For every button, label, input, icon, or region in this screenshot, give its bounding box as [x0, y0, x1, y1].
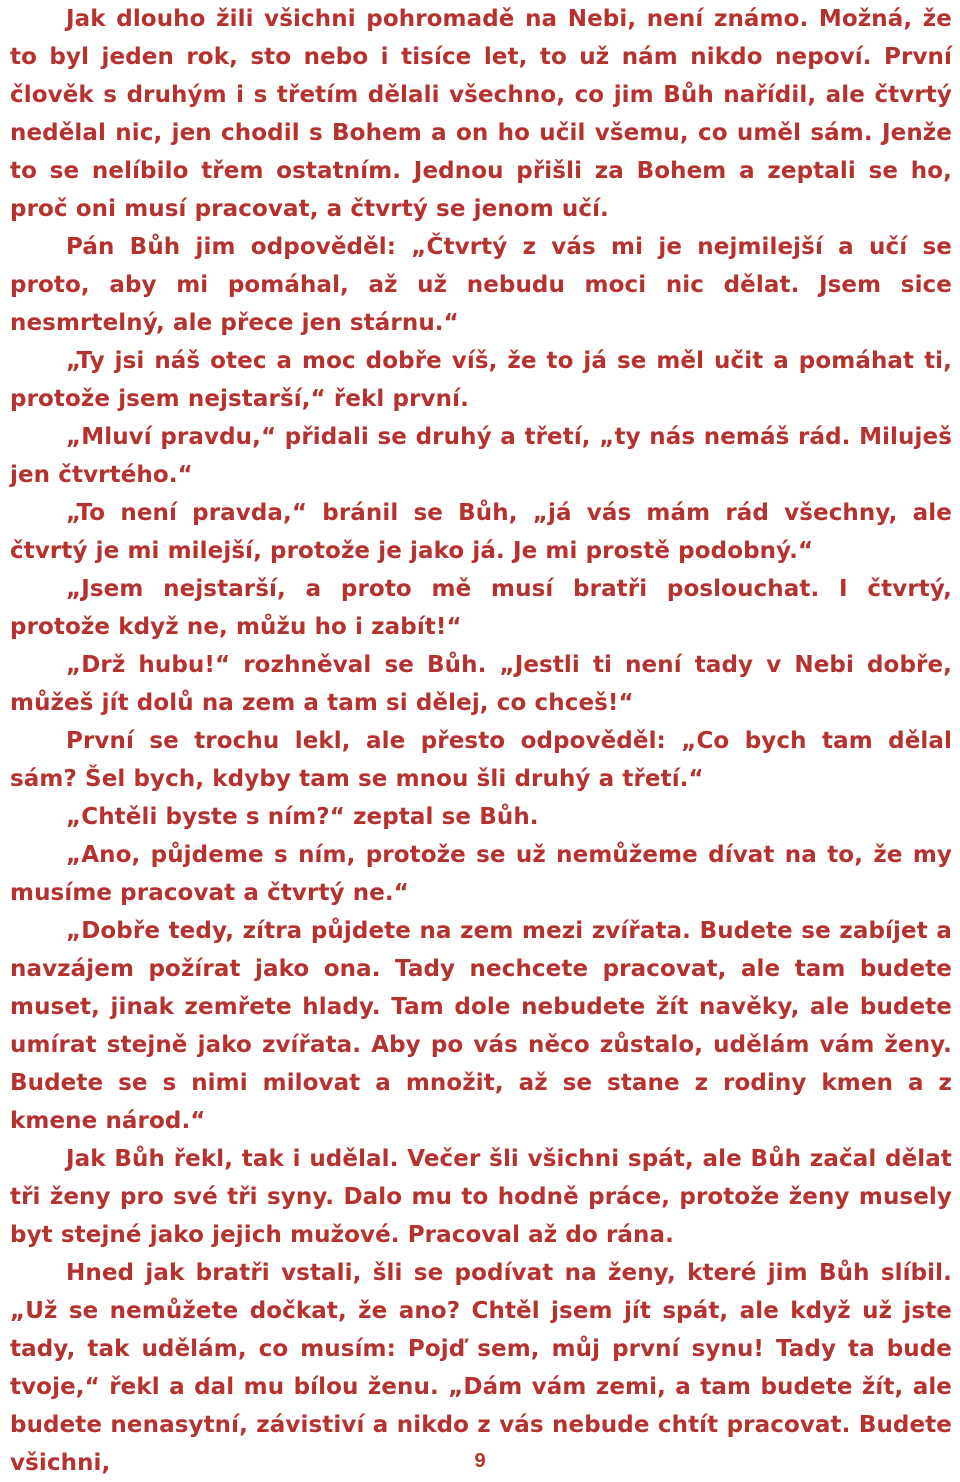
paragraph: „Ty jsi náš otec a moc dobře víš, že to já se měl učit a pomáhat ti, protože jsem nejstarší,“ řekl první.: [10, 348, 952, 412]
page-number: 9: [474, 1450, 486, 1472]
paragraph: „Chtěli byste s ním?“ zeptal se Bůh.: [66, 804, 539, 830]
paragraph: „Drž hubu!“ rozhněval se Bůh. „Jestli ti není tady v Nebi dobře, můžeš jít dolů na zem a tam si dělej, co chceš!“: [10, 652, 952, 716]
paragraph: „Mluví pravdu,“ přidali se druhý a třetí, „ty nás nemáš rád. Miluješ jen čtvrtého.“: [10, 424, 952, 488]
paragraph: „Jsem nejstarší, a proto mě musí bratři poslouchat. I čtvrtý, protože když ne, můžu ho i zabít!“: [10, 576, 952, 640]
paragraph: „Dobře tedy, zítra půjdete na zem mezi zvířata. Budete se zabíjet a navzájem požírat jako ona. Tady nechcete pracovat, ale tam budete muset, jinak zemřete hlady. Tam dole nebudete žít navěky, ale budete umírat stejně jako zvířata. Aby po vás něco zůstalo, udělám vám ženy. Budete se s nimi milovat a množit, až se stane z rodiny kmen a z kmene národ.“: [10, 918, 952, 1134]
paragraph: První se trochu lekl, ale přesto odpověděl: „Co bych tam dělal sám? Šel bych, kdyby tam se mnou šli druhý a třetí.“: [10, 728, 952, 792]
paragraph: Hned jak bratři vstali, šli se podívat na ženy, které jim Bůh slíbil. „Už se nemůžete dočkat, že ano? Chtěl jsem jít spát, ale když už jste tady, tak udělám, co musím: Pojď sem, můj první synu! Tady ta bude tvoje,“ řekl a dal mu bílou ženu. „Dám vám zemi, a tam budete žít, ale budete nenasytní, závistiví a nikdo z vás nebude chtít pracovat. Budete všichni,: [10, 1260, 952, 1476]
page-content: [10, 0, 952, 1482]
paragraph: „Ano, půjdeme s ním, protože se už nemůžeme dívat na to, že my musíme pracovat a čtvrtý ne.“: [10, 842, 952, 906]
paragraph: „To není pravda,“ bránil se Bůh, „já vás mám rád všechny, ale čtvrtý je mi milejší, protože je jako já. Je mi prostě podobný.“: [10, 500, 952, 564]
paragraph: Jak Bůh řekl, tak i udělal. Večer šli všichni spát, ale Bůh začal dělat tři ženy pro své tři syny. Dalo mu to hodně práce, protože ženy musely byt stejné jako jejich mužové. Pracoval až do rána.: [10, 1146, 952, 1248]
paragraph: Pán Bůh jim odpověděl: „Čtvrtý z vás mi je nejmilejší a učí se proto, aby mi pomáhal, až už nebudu moci nic dělat. Jsem sice nesmrtelný, ale přece jen stárnu.“: [10, 234, 952, 336]
paragraph: Jak dlouho žili všichni pohromadě na Nebi, není známo. Možná, že to byl jeden rok, sto nebo i tisíce let, to už nám nikdo nepoví. První člověk s druhým i s třetím dělali všechno, co jim Bůh nařídil, ale čtvrtý nedělal nic, jen chodil s Bohem a on ho učil všemu, co uměl sám. Jenže to se nelíbilo třem ostatním. Jednou přišli za Bohem a zeptali se ho, proč oni musí pracovat, a čtvrtý se jenom učí.: [10, 6, 952, 222]
body-text: [10, 0, 952, 1482]
